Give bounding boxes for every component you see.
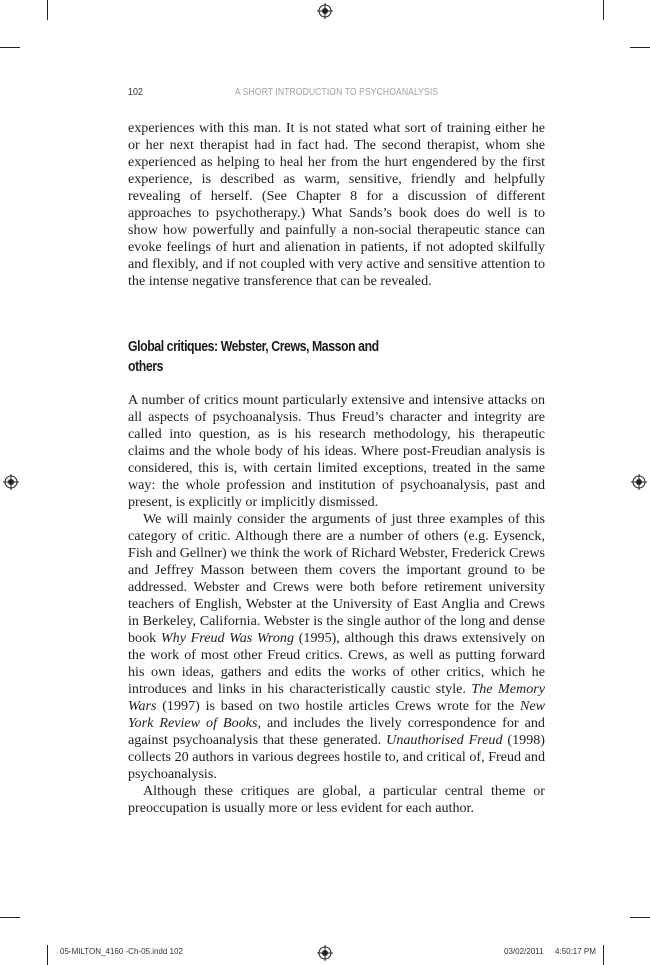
slug-time: 4:50:17 PM (555, 947, 596, 956)
crop-mark-bottom-left (47, 945, 48, 965)
paragraph: Although these critiques are global, a particular central theme or preoccupation is usually more or less evident for each author. (128, 783, 545, 816)
page-number: 102 (128, 86, 143, 98)
registration-mark-icon (3, 474, 19, 490)
paragraph: A number of critics mount particularly extensive and intensive attacks on all aspects of psychoanalysis. Thus Freud’s character and integrity are called into question, as is his research methodology, his therapeutic claims and the whole body of his ideas. Where post-Freudian analysis is considered, this is, with certain limited exceptions, treated in the same way: the whole profession and institution of psychoanalysis, past and present, is explicitly or implicitly dismissed. (128, 392, 545, 510)
paragraph: experiences with this man. It is not stated what sort of training either he or her next therapist had in fact had. The second therapist, whom she experienced as helping to heal her from the hurt engendered by the first experience, is described as warm, sensitive, friendly and helpfully revealing of herself. (See Chapter 8 for a discussion of different approaches to psychotherapy.) What Sands’s book does do well is to show how powerfully and painfully a non-social therapeutic stance can evoke feelings of hurt and alienation in patients, if not adopted skilfully and flexibly, and if not coupled with very active and sensitive attention to the intense negative transference that can be revealed. (128, 120, 545, 289)
crop-mark-bottom-right (603, 945, 604, 965)
crop-mark-left-bottom (0, 917, 20, 918)
crop-mark-right-bottom (630, 917, 650, 918)
crop-mark-top-right (603, 0, 604, 20)
body-text-top (128, 120, 545, 290)
section-heading (128, 337, 386, 377)
running-title: A SHORT INTRODUCTION TO PSYCHOANALYSIS (234, 86, 439, 98)
running-head (128, 86, 545, 102)
registration-mark-icon (631, 474, 647, 490)
book-title: Unauthorised Freud (386, 732, 503, 748)
paragraph: We will mainly consider the arguments of just three examples of this category of critic. Although there are a number of others (e.g. Eysenck, Fish and Gellner) we think the work of Richard Webster, Frederick Crews and Jeffrey Masson between them covers the important ground to be addressed. Webster and Crews were both before retirement university teachers of English, Webster at the University of East Anglia and Crews in Berkeley, California. Webster is the single author of the long and dense book Why Freud Was Wrong (1995), although this draws extensively on the work of most other Freud critics. Crews, as well as putting forward his own ideas, gathers and edits the works of other critics, which he introduces and links in his characteristically caustic style. The Memory Wars (1997) is based on two hostile articles Crews wrote for the New York Review of Books, and includes the lively correspondence for and against psychoanalysis that these generated. Unauthorised Freud (1998) collects 20 authors in various degrees hostile to, and critical of, Freud and psychoanalysis. (128, 511, 545, 782)
section-heading-line: others (128, 359, 164, 375)
registration-mark-icon (317, 3, 333, 19)
slug-date: 03/02/2011 (504, 947, 544, 956)
book-title: Why Freud Was Wrong (160, 630, 295, 646)
crop-mark-top-left (47, 0, 48, 20)
section-heading-line: Global critiques: Webster, Crews, Masson and (128, 339, 379, 355)
book-title: The Memory Wars (128, 681, 545, 714)
registration-mark-icon (317, 945, 333, 961)
crop-mark-left-top (0, 47, 20, 48)
body-text-section (128, 392, 545, 817)
crop-mark-right-top (630, 47, 650, 48)
slug-filename: 05-MILTON_4160 -Ch-05.indd 102 (60, 947, 183, 956)
journal-title: New York Review of Books (128, 698, 545, 731)
